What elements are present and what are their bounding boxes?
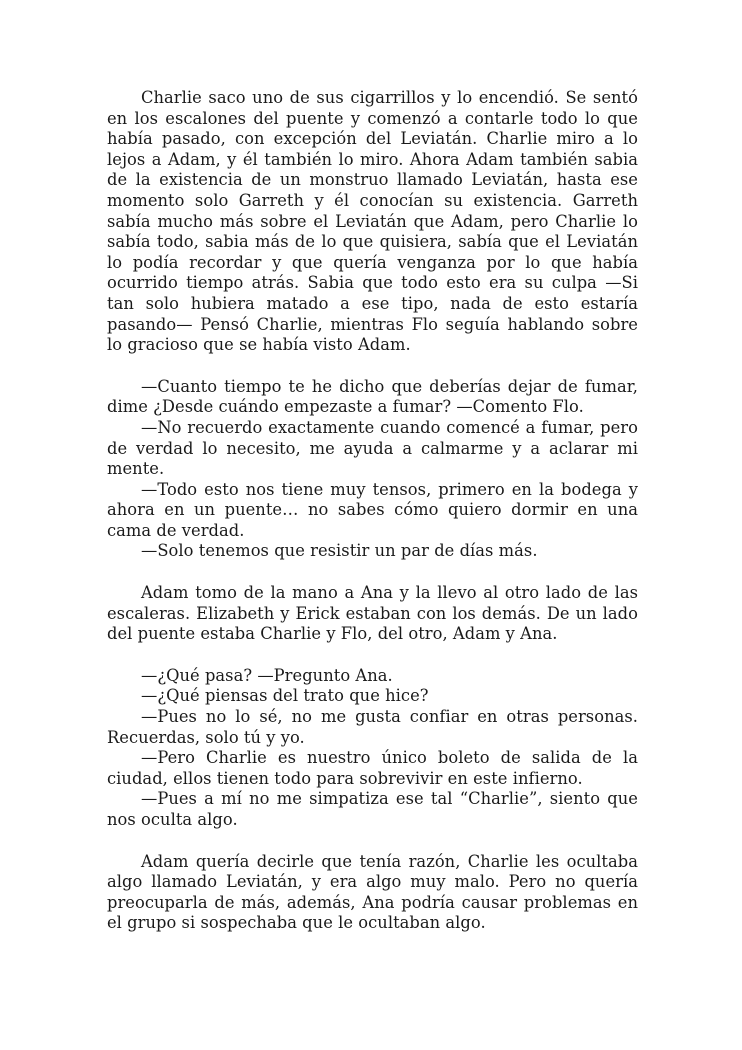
text-block-3 [107,583,638,645]
dialogue-line: —Pues a mí no me simpatiza ese tal “Charlie”, siento que nos oculta algo. [107,789,638,829]
dialogue-line: —Cuanto tiempo te he dicho que deberías dejar de fumar, dime ¿Desde cuándo empezaste a fumar? —Comento Flo. [107,376,638,417]
text-block-4 [107,666,638,831]
dialogue-line: —Solo tenemos que resistir un par de días más. [141,541,538,561]
text-block-1 [107,88,638,356]
text-block-2 [107,377,638,562]
paragraph: Adam tomo de la mano a Ana y la llevo al otro lado de las escaleras. Elizabeth y Erick estaban con los demás. De un lado del puente estaba Charlie y Flo, del otro, Adam y Ana. [107,583,638,644]
dialogue-line: —Pero Charlie es nuestro único boleto de salida de la ciudad, ellos tienen todo para sobrevivir en este infierno. [107,748,638,788]
dialogue-line: —¿Qué piensas del trato que hice? [141,686,429,706]
dialogue-line: —No recuerdo exactamente cuando comencé a fumar, pero de verdad lo necesito, me ayuda a calmarme y a aclarar mi mente. [107,417,638,479]
paragraph: Charlie saco uno de sus cigarrillos y lo encendió. Se sentó en los escalones del puente y comenzó a contarle todo lo que había pasado, con excepción del Leviatán. Charlie miro a lo lejos a Adam, y él también lo miro. Ahora Adam también sabia de la existencia de un monstruo llamado Leviatán, hasta ese momento solo Garreth y él conocían su existencia. Garreth sabía mucho más sobre el Leviatán que Adam, pero Charlie lo sabía todo, sabia más de lo que quisiera, sabía que el Leviatán lo podía recordar y que quería venganza por lo que había ocurrido tiempo atrás. Sabia que todo esto era su culpa —Si tan solo hubiera matado a ese tipo, nada de esto estaría pasando— Pensó Charlie, mientras Flo seguía hablando sobre lo gracioso que se había visto Adam. [107,88,638,355]
text-block-5 [107,852,638,934]
dialogue-line: —Pues no lo sé, no me gusta confiar en otras personas. Recuerdas, solo tú y yo. [107,707,638,747]
dialogue-line: —¿Qué pasa? —Pregunto Ana. [141,665,393,685]
paragraph: Adam quería decirle que tenía razón, Charlie les ocultaba algo llamado Leviatán, y era algo muy malo. Pero no quería preocuparla de más, además, Ana podría causar problemas en el grupo si sospechaba que le ocultaban algo. [107,851,638,933]
dialogue-line: —Todo esto nos tiene muy tensos, primero en la bodega y ahora en un puente… no sabes cómo quiero dormir en una cama de verdad. [107,479,638,540]
